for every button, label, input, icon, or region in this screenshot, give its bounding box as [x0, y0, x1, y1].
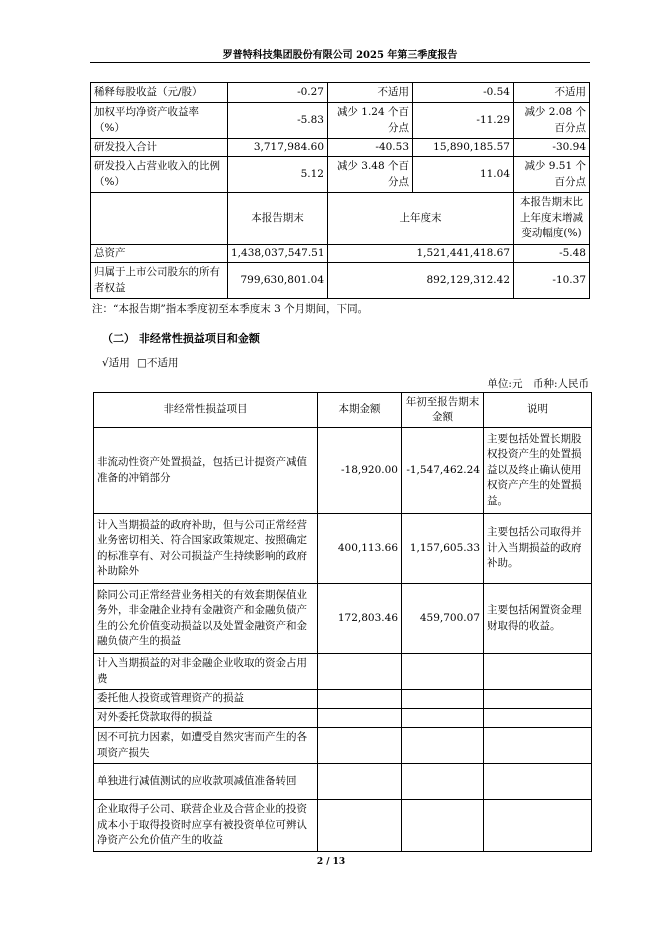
column-header-prior-year-end: 上年度末	[328, 193, 514, 245]
indicator-change: -10.37	[514, 263, 590, 299]
column-header-change: 本报告期末比上年度末增减变动幅度(%)	[514, 193, 590, 245]
nonrecurring-current	[318, 764, 402, 800]
nonrecurring-item: 企业取得子公司、联营企业及合营企业的投资成本小于取得投资时应享有被投资单位可辨认净资产公允价值产生的收益	[94, 800, 318, 852]
column-header-note: 说明	[484, 393, 592, 428]
nonrecurring-current: -18,920.00	[318, 428, 402, 514]
table-row	[91, 157, 590, 193]
indicator-prior-year-end: 892,129,312.42	[328, 263, 514, 299]
table-row	[91, 103, 590, 139]
nonrecurring-current	[318, 800, 402, 852]
nonrecurring-ytd: 1,157,605.33	[402, 514, 484, 584]
indicator-current: 5.12	[228, 157, 328, 193]
nonrecurring-items-table	[93, 392, 592, 852]
nonrecurring-note: 主要包括公司取得并计入当期损益的政府补助。	[484, 514, 592, 584]
indicator-current: 3,717,984.60	[228, 139, 328, 157]
indicator-item: 稀释每股收益（元/股）	[91, 83, 228, 103]
column-header-ytd: 年初至报告期末金额	[402, 393, 484, 428]
nonrecurring-ytd	[402, 800, 484, 852]
applicability-checks	[102, 355, 178, 370]
financial-indicators-table	[90, 82, 590, 299]
nonrecurring-current	[318, 728, 402, 764]
indicator-current-change: -40.53	[328, 139, 413, 157]
unit-line: 单位:元 币种:人民币	[487, 378, 589, 390]
nonrecurring-note	[484, 800, 592, 852]
indicator-current-change: 不适用	[328, 83, 413, 103]
page-number: 2 / 13	[316, 857, 346, 867]
indicator-ytd-change: 不适用	[514, 83, 590, 103]
nonrecurring-note: 主要包括闲置资金理财取得的收益。	[484, 584, 592, 654]
indicator-ytd: -11.29	[413, 103, 514, 139]
nonrecurring-ytd: -1,547,462.24	[402, 428, 484, 514]
indicator-current-change: 减少 3.48 个百分点	[328, 157, 413, 193]
table-row	[94, 764, 592, 800]
report-header: 罗普特科技集团股份有限公司 2025 年第三季度报告	[222, 50, 458, 61]
table-row	[91, 263, 590, 299]
nonrecurring-ytd	[402, 690, 484, 709]
indicator-current-change: 减少 1.24 个百分点	[328, 103, 413, 139]
table-row	[94, 800, 592, 852]
nonrecurring-item: 因不可抗力因素，如遭受自然灾害而产生的各项资产损失	[94, 728, 318, 764]
indicator-ytd: 11.04	[413, 157, 514, 193]
table-row	[94, 690, 592, 709]
nonrecurring-item: 单独进行减值测试的应收款项减值准备转回	[94, 764, 318, 800]
indicator-item: 加权平均净资产收益率（%）	[91, 103, 228, 139]
nonrecurring-item: 非流动性资产处置损益，包括已计提资产减值准备的冲销部分	[94, 428, 318, 514]
nonrecurring-ytd	[402, 764, 484, 800]
applicable-checkbox: √适用	[102, 357, 130, 369]
indicator-ytd-change: -30.94	[514, 139, 590, 157]
table-row	[94, 728, 592, 764]
table-row	[91, 139, 590, 157]
nonrecurring-ytd: 459,700.07	[402, 584, 484, 654]
not-applicable-checkbox: □不适用	[137, 357, 179, 369]
indicator-current: -5.83	[228, 103, 328, 139]
header-rule	[90, 62, 590, 63]
empty-cell	[91, 193, 228, 245]
table-row	[94, 709, 592, 728]
section-title: （二） 非经常性损益项目和金额	[102, 332, 260, 345]
table-header-row	[94, 393, 592, 428]
indicator-item: 总资产	[91, 245, 228, 263]
nonrecurring-note	[484, 764, 592, 800]
indicator-item: 研发投入占营业收入的比例（%）	[91, 157, 228, 193]
nonrecurring-item: 除同公司正常经营业务相关的有效套期保值业务外，非金融企业持有金融资产和金融负债产生的公允价值变动损益以及处置金融资产和金融负债产生的损益	[94, 584, 318, 654]
table-row	[91, 245, 590, 263]
nonrecurring-item: 委托他人投资或管理资产的损益	[94, 690, 318, 709]
indicator-current: -0.27	[228, 83, 328, 103]
nonrecurring-current	[318, 709, 402, 728]
indicator-item: 归属于上市公司股东的所有者权益	[91, 263, 228, 299]
nonrecurring-current	[318, 690, 402, 709]
nonrecurring-ytd	[402, 654, 484, 690]
nonrecurring-current: 400,113.66	[318, 514, 402, 584]
nonrecurring-current: 172,803.46	[318, 584, 402, 654]
nonrecurring-note	[484, 709, 592, 728]
nonrecurring-ytd	[402, 709, 484, 728]
indicator-ytd-change: 减少 9.51 个百分点	[514, 157, 590, 193]
table-row	[94, 514, 592, 584]
nonrecurring-current	[318, 654, 402, 690]
table-row	[94, 654, 592, 690]
nonrecurring-item: 对外委托贷款取得的损益	[94, 709, 318, 728]
table-row	[94, 584, 592, 654]
indicator-item: 研发投入合计	[91, 139, 228, 157]
indicator-ytd: 15,890,185.57	[413, 139, 514, 157]
table-header-row	[91, 193, 590, 245]
nonrecurring-item: 计入当期损益的对非金融企业收取的资金占用费	[94, 654, 318, 690]
indicator-period-end: 799,630,801.04	[228, 263, 328, 299]
column-header-current: 本期金额	[318, 393, 402, 428]
nonrecurring-ytd	[402, 728, 484, 764]
nonrecurring-note	[484, 654, 592, 690]
nonrecurring-note	[484, 690, 592, 709]
nonrecurring-item: 计入当期损益的政府补助，但与公司正常经营业务密切相关、符合国家政策规定、按照确定的标准享有、对公司损益产生持续影响的政府补助除外	[94, 514, 318, 584]
nonrecurring-note: 主要包括处置长期股权投资产生的处置损益以及终止确认使用权资产产生的处置损益。	[484, 428, 592, 514]
column-header-item: 非经常性损益项目	[94, 393, 318, 428]
indicator-prior-year-end: 1,521,441,418.67	[328, 245, 514, 263]
indicator-period-end: 1,438,037,547.51	[228, 245, 328, 263]
indicator-ytd: -0.54	[413, 83, 514, 103]
nonrecurring-note	[484, 728, 592, 764]
table-row	[94, 428, 592, 514]
table-row	[91, 83, 590, 103]
indicator-ytd-change: 减少 2.08 个百分点	[514, 103, 590, 139]
indicator-change: -5.48	[514, 245, 590, 263]
column-header-period-end: 本报告期末	[228, 193, 328, 245]
table-note: 注：“本报告期”指本季度初至本季度末 3 个月期间，下同。	[92, 303, 369, 315]
